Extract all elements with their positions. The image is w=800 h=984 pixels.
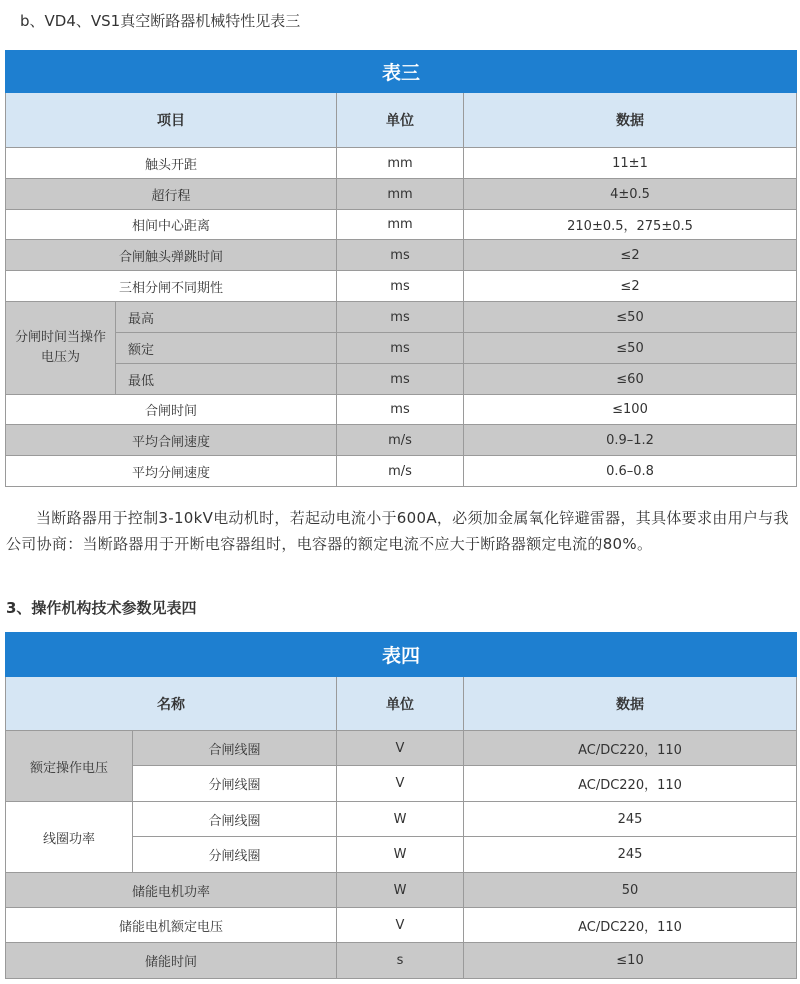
row-value: ≤100 (464, 395, 797, 425)
table-3-header-unit: 单位 (337, 93, 464, 148)
table-4-header-value: 数据 (464, 677, 797, 731)
table-4-header-name: 名称 (6, 677, 337, 731)
row-value: ≤2 (464, 271, 797, 302)
row-unit: mm (337, 179, 464, 210)
table-row (6, 364, 797, 395)
table-row (6, 395, 797, 425)
row-unit: ms (337, 395, 464, 425)
table-row (6, 456, 797, 487)
row-unit: W (337, 802, 464, 837)
row-item: 超行程 (6, 179, 337, 210)
row-value: AC/DC220，110 (464, 908, 797, 943)
row-value: 50 (464, 873, 797, 908)
row-unit: mm (337, 148, 464, 179)
note-paragraph: 当断路器用于控制3-10kV电动机时，若起动电流小于600A，必须加金属氧化锌避雷器，其具体要求由用户与我公司协商：当断路器用于开断电容器组时，电容器的额定电流不应大于断路器额定电流的80%。 (6, 509, 789, 553)
row-unit: W (337, 873, 464, 908)
row-value: 210±0.5，275±0.5 (464, 210, 797, 240)
group-label: 分闸时间当操作电压为 (6, 302, 116, 395)
row-unit: ms (337, 302, 464, 333)
row-value: ≤2 (464, 240, 797, 271)
row-value: 11±1 (464, 148, 797, 179)
row-item: 最低 (116, 364, 337, 395)
group-label: 额定操作电压 (6, 731, 133, 802)
row-unit: ms (337, 364, 464, 395)
row-item: 分闸线圈 (133, 837, 337, 873)
row-unit: V (337, 908, 464, 943)
table-row (6, 240, 797, 271)
row-value: ≤50 (464, 302, 797, 333)
row-value: 0.6–0.8 (464, 456, 797, 487)
table-4 (5, 632, 797, 979)
section-heading-b: b、VD4、VS1真空断路器机械特性见表三 (20, 12, 301, 30)
row-item: 平均分闸速度 (6, 456, 337, 487)
row-value: ≤10 (464, 943, 797, 979)
row-unit: ms (337, 240, 464, 271)
row-item: 最高 (116, 302, 337, 333)
table-row (6, 802, 797, 837)
table-4-title: 表四 (6, 633, 797, 677)
row-value: AC/DC220，110 (464, 766, 797, 802)
row-unit: mm (337, 210, 464, 240)
row-item: 储能电机额定电压 (6, 908, 337, 943)
row-item: 触头开距 (6, 148, 337, 179)
table-3 (5, 50, 797, 487)
row-item: 合闸线圈 (133, 731, 337, 766)
table-row (6, 302, 797, 333)
table-row (6, 179, 797, 210)
row-item: 合闸时间 (6, 395, 337, 425)
table-row (6, 943, 797, 979)
row-unit: s (337, 943, 464, 979)
row-value: AC/DC220，110 (464, 731, 797, 766)
row-item: 合闸线圈 (133, 802, 337, 837)
table-3-header-value: 数据 (464, 93, 797, 148)
table-row (6, 425, 797, 456)
row-value: ≤50 (464, 333, 797, 364)
row-unit: V (337, 766, 464, 802)
table-row (6, 731, 797, 766)
row-item: 相间中心距离 (6, 210, 337, 240)
table-row (6, 148, 797, 179)
row-item: 三相分闸不同期性 (6, 271, 337, 302)
table-4-header-unit: 单位 (337, 677, 464, 731)
table-row (6, 908, 797, 943)
row-unit: W (337, 837, 464, 873)
table-3-title: 表三 (6, 51, 797, 93)
row-value: 245 (464, 837, 797, 873)
row-unit: m/s (337, 425, 464, 456)
table-3-header-item: 项目 (6, 93, 337, 148)
row-item: 分闸线圈 (133, 766, 337, 802)
row-value: 4±0.5 (464, 179, 797, 210)
table-row (6, 873, 797, 908)
row-unit: ms (337, 333, 464, 364)
row-item: 储能时间 (6, 943, 337, 979)
row-item: 平均合闸速度 (6, 425, 337, 456)
row-value: ≤60 (464, 364, 797, 395)
row-item: 合闸触头弹跳时间 (6, 240, 337, 271)
table-row (6, 210, 797, 240)
section-heading-3: 3、操作机构技术参数见表四 (6, 599, 197, 617)
row-item: 额定 (116, 333, 337, 364)
row-unit: V (337, 731, 464, 766)
row-value: 0.9–1.2 (464, 425, 797, 456)
row-item: 储能电机功率 (6, 873, 337, 908)
row-value: 245 (464, 802, 797, 837)
row-unit: m/s (337, 456, 464, 487)
table-row (6, 333, 797, 364)
row-unit: ms (337, 271, 464, 302)
group-label: 线圈功率 (6, 802, 133, 873)
table-row (6, 271, 797, 302)
